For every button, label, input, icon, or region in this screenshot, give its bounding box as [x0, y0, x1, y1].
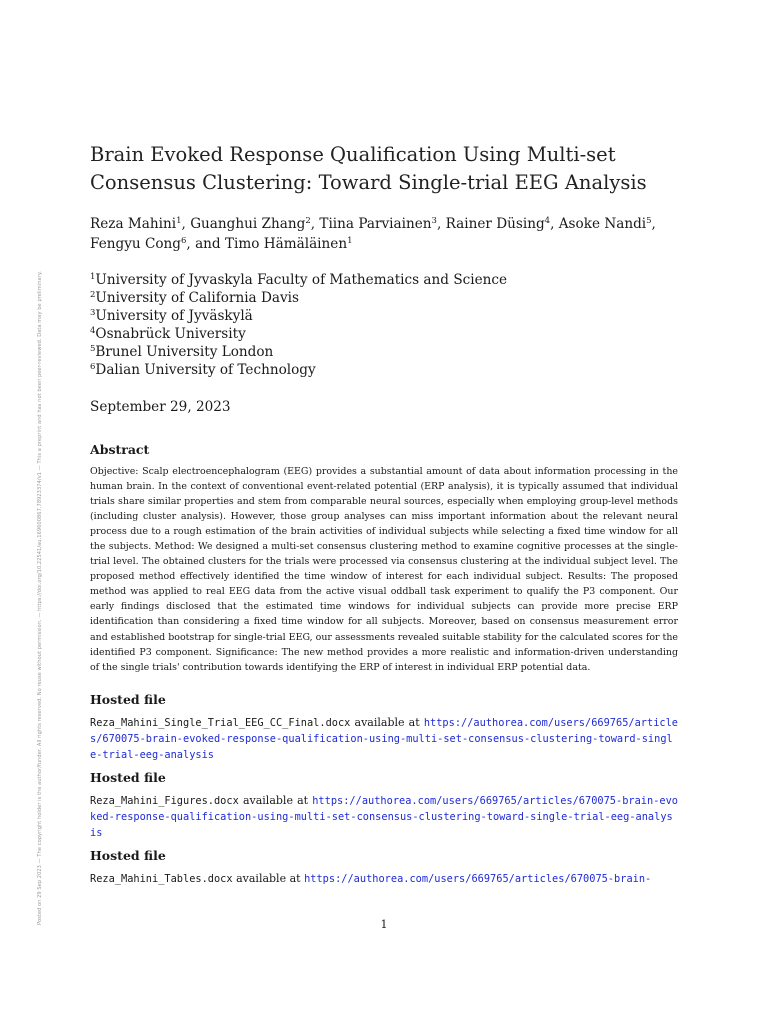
publication-date: September 29, 2023 [90, 399, 231, 415]
affiliation-number: 6 [90, 362, 96, 372]
hosted-file-link[interactable]: https://authorea.com/users/669765/articles/670075-brain-evoked-response-qualification-using-multi-set-consensus-clustering-toward-single-trial-eeg-analysis [90, 794, 678, 839]
author-affil-ref: 1 [347, 236, 353, 246]
available-at-text: available at [354, 715, 420, 729]
author-name: Timo Hämäläinen [224, 236, 348, 252]
abstract-text: Objective: Scalp electroencephalogram (EEG) provides a substantial amount of data about information processing in the human brain. In the context of conventional event-related potential (ERP analysis), it is typically assumed that individual trials share similar properties and stem from comparable neural sources, especially when employing group-level methods (including cluster analysis). However, those group analyses can miss important information about the relevant neural process due to a rough estimation of the brain activities of individual subjects while selecting a fixed time window for all the subjects. Method: We designed a multi-set consensus clustering method to examine cognitive processes at the single-trial level. The obtained clusters for the trials were processed via consensus clustering at the individual subject level. The proposed method effectively identified the time window of interest for each individual subject. Results: The proposed method was applied to real EEG data from the active visual oddball task experiment to qualify the P3 component. Our early findings disclosed that the estimated time windows for individual subjects can provide more precise ERP identification than considering a fixed time window for all subjects. Moreover, based on consensus measurement error and established bootstrap for single-trial EEG, our assessments revealed suitable stability for the calculated scores for the identified P3 component. Significance: The new method provides a more realistic and information-driven understanding of the single trials' contribution towards identifying the ERP of interest in individual ERP potential data. [90, 466, 678, 673]
hosted-file-name: Reza_Mahini_Figures.docx [90, 794, 239, 807]
affiliation-item [90, 271, 678, 289]
available-at-text: available at [236, 871, 301, 885]
author-name: Asoke Nandi [558, 216, 647, 232]
author-separator: , [181, 216, 191, 232]
author-line-1 [90, 214, 678, 234]
hosted-file-link[interactable]: https://authorea.com/users/669765/articles/670075-brain-evoked-response-qualification-using-multi-set-consensus-clustering-toward-single-trial-eeg-analysis [90, 716, 678, 761]
abstract-heading: Abstract [90, 442, 150, 457]
affiliation-text: University of Jyväskylä [95, 308, 253, 324]
available-at-text: available at [242, 793, 309, 807]
hosted-file-name: Reza_Mahini_Single_Trial_EEG_CC_Final.docx [90, 716, 351, 729]
hosted-file-heading: Hosted file [90, 847, 166, 863]
author-name: Rainer Düsing [445, 216, 545, 232]
author-name: Fengyu Cong [90, 236, 181, 252]
affiliation-number: 1 [90, 272, 96, 282]
author-affil-ref: 3 [431, 216, 437, 226]
author-separator: , [550, 216, 559, 232]
author-list [90, 214, 678, 254]
hosted-file-heading: Hosted file [90, 691, 166, 707]
affiliation-number: 3 [90, 308, 96, 318]
author-affil-ref: 1 [176, 216, 182, 226]
author-separator: , and [186, 236, 225, 252]
author-affil-ref: 2 [305, 216, 311, 226]
author-line-2 [90, 234, 678, 254]
hosted-file-link[interactable]: https://authorea.com/users/669765/articles/670075-brain- [304, 872, 652, 885]
affiliation-number: 5 [90, 344, 96, 354]
author-separator: , [310, 216, 320, 232]
hosted-file-heading: Hosted file [90, 769, 166, 785]
affiliation-number: 2 [90, 290, 96, 300]
hosted-file-entry [90, 715, 678, 763]
author-affil-ref: 5 [646, 216, 652, 226]
author-separator: , [436, 216, 446, 232]
hosted-file-entry [90, 793, 678, 841]
affiliation-item [90, 343, 678, 361]
watermark-text: Posted on 29 Sep 2023 — The copyright holder is the author/funder. All rights reserved. No reuse without permission. — https://doi.org/10.22541/au.169600867.78923374/v1 — This a preprint and has not been peer-reviewed. Data may be preliminary. [37, 271, 43, 925]
page-number: 1 [380, 918, 388, 931]
affiliation-number: 4 [90, 326, 96, 336]
affiliation-item [90, 325, 678, 343]
affiliation-text: University of Jyvaskyla Faculty of Mathematics and Science [95, 272, 508, 288]
author-separator: , [651, 216, 656, 232]
affiliation-text: Osnabrück University [95, 326, 246, 342]
author-name: Reza Mahini [90, 216, 177, 232]
author-affil-ref: 6 [181, 236, 187, 246]
affiliation-text: University of California Davis [95, 290, 299, 306]
affiliation-item [90, 361, 678, 379]
paper-title: Brain Evoked Response Qualification Using Multi-set Consensus Clustering: Toward Single-trial EEG Analysis [90, 143, 647, 194]
author-affil-ref: 4 [544, 216, 551, 226]
affiliation-list [90, 271, 678, 379]
affiliation-text: Brunel University London [95, 344, 274, 360]
affiliation-text: Dalian University of Technology [95, 362, 316, 378]
author-name: Tiina Parviainen [319, 216, 432, 232]
preprint-watermark [6, 0, 66, 1024]
affiliation-item [90, 289, 678, 307]
hosted-file-name: Reza_Mahini_Tables.docx [90, 872, 233, 885]
paper-page [90, 141, 678, 887]
author-name: Guanghui Zhang [190, 216, 306, 232]
affiliation-item [90, 307, 678, 325]
hosted-file-entry [90, 871, 678, 887]
